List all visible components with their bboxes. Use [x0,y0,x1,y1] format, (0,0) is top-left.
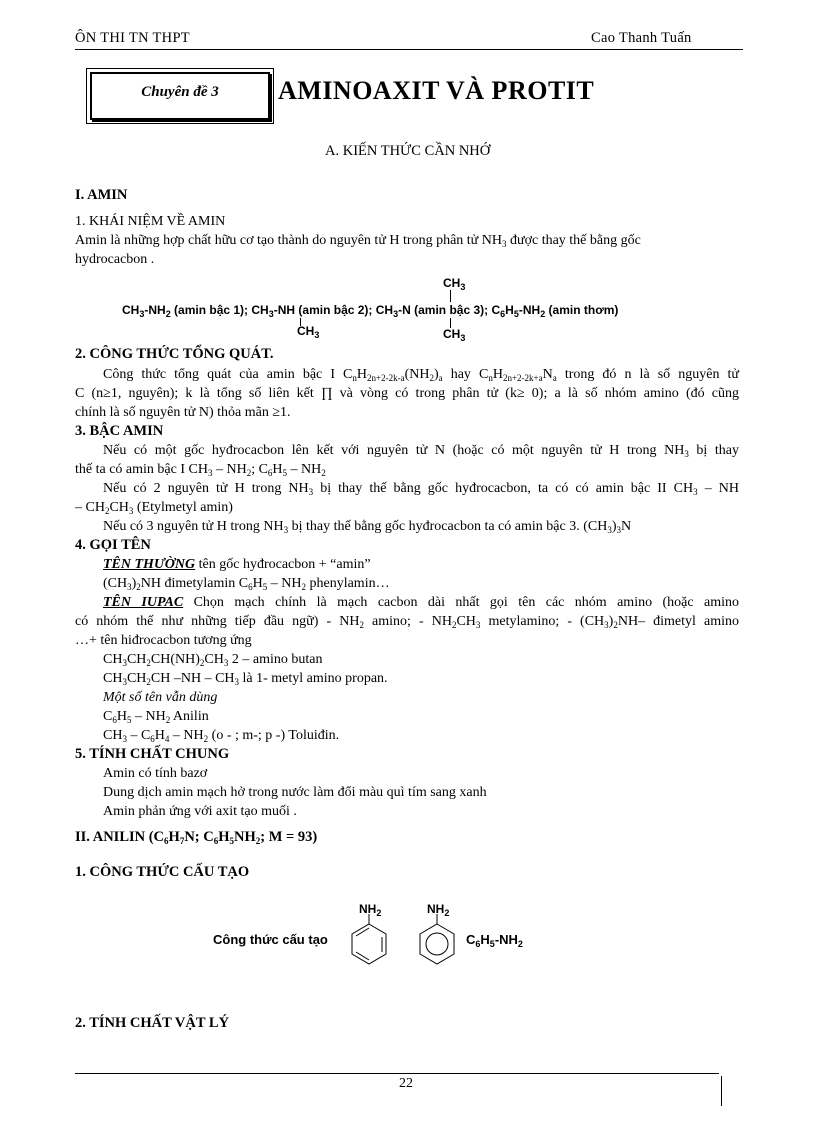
part2-s2-heading: 2. TÍNH CHẤT VẬT LÝ [75,1015,230,1031]
s3-line1: Nếu có một gốc hyđrocacbon lên kết với nguyên tử N (hoặc có một nguyên tử H trong $NH_3$ bị thay [103,443,739,459]
s3-line3: Nếu có 2 nguyên tử H trong $NH_3$ bị thay thế bằng gốc hyđrocacbon, ta có có amin bậc II $CH_3$ – NH [103,481,739,497]
s2-line3: chính là số nguyên tử N) thỏa mãn ≥1. [75,405,291,420]
ch3-under-label: $CH_3$ [297,324,320,340]
s4-line4: có nhóm thế như những tiếp đầu ngữ) - $NH_2$ amino; - $NH_2CH_3$ metylamino; - $(CH_3)_2NH-$ đimetyl amino [75,614,739,630]
s5-heading: 5. TÍNH CHẤT CHUNG [75,746,230,762]
benzene-ring-kekule [352,914,386,964]
s4-line6: $CH_3CH_2CH(NH)_2CH_3$ 2 – amino butan [103,652,323,668]
s5-line2: Dung dịch amin mạch hở trong nước làm đổi màu quì tím sang xanh [103,785,487,800]
s3-heading: 3. BẬC AMIN [75,423,164,439]
ch3-top-label: $CH_3$ [443,276,466,292]
s2-line1: Công thức tổng quát của amin bậc I $C_nH_{2n+2-2k-a}(NH_2)_a$ hay $C_nH_{2n+2-2k+a}N_a$ trong đó n là số nguyên tử [103,367,739,383]
ch3-bottom-label: $CH_3$ [443,327,466,343]
header-left: ÔN THI TN THPT [75,30,190,46]
s5-line3: Amin phản ứng với axit tạo muối . [103,804,297,819]
part1-heading: I. AMIN [75,187,128,203]
s5-line1: Amin có tính bazơ [103,766,208,781]
s4-heading: 4. GỌI TÊN [75,537,151,553]
s4-line7: $CH_3CH_2CH$ $-NH - CH_3$ là 1- metyl amino propan. [103,671,388,687]
s1-text-b: hydrocacbon . [75,252,155,267]
page-number: 22 [399,1076,413,1091]
benzene-rings [340,912,470,974]
part2-heading: II. ANILIN ($C_6H_7N$; $C_6H_5NH_2$; M = 93) [75,829,318,846]
bond-line [450,290,451,302]
topic-label: Chuyên đề 3 [141,84,219,100]
topic-box [86,68,274,124]
margin-mark [721,1076,722,1106]
footer-rule [75,1073,719,1074]
section-a-heading: A. KIẾN THỨC CẦN NHỚ [325,143,491,159]
s4-common-name: TÊN THƯỜNG tên gốc hyđrocacbon + “amin” [103,557,371,572]
s4-line9: $C_6H_5 - NH_2$ Anilin [103,709,209,725]
s4-line2: $(CH_3)_2NH$ đimetylamin $C_6H_5 - NH_2$ phenylamin… [103,576,390,592]
s2-line2: C (n≥1, nguyên); k là tổng số liên kết ∏ và vòng có trong phân tử (k≥ 0); a là số nhóm amino (đó cũng [75,386,739,401]
header-right: Cao Thanh Tuấn [591,30,692,46]
struct-label: Công thức cấu tạo [213,932,328,947]
s1-text-a: Amin là những hợp chất hữu cơ tạo thành do nguyên tử H trong phân tử $NH_3$ được thay thế bằng gốc [75,233,641,249]
struct-formula: $C_6H_5-NH_2$ [466,932,523,949]
s4-line10: $CH_3 - C_6H_4 - NH_2$ (o - ; m-; p -) Toluiđin. [103,728,340,744]
s2-heading: 2. CÔNG THỨC TỔNG QUÁT. [75,346,274,362]
part2-s1-heading: 1. CÔNG THỨC CẤU TẠO [75,864,250,880]
nh2-label-1: $NH_2$ [359,902,382,918]
page-title: AMINOAXIT VÀ PROTIT [278,76,595,105]
s4-line8: Một số tên vẫn dùng [103,690,218,705]
s3-line4: – $CH_2CH_3$ (Etylmetyl amin) [75,500,233,516]
s4-iupac-line: TÊN IUPAC Chọn mạch chính là mạch cacbon dài nhất gọi tên các nhóm amino (hoặc amino [103,595,739,610]
s4-line5: …+ tên hiđrocacbon tương ứng [75,633,252,648]
s3-line2: thế ta có amin bậc I $CH_3 - NH_2$; $C_6H_5 - NH_2$ [75,462,326,478]
s3-line5: Nếu có 3 nguyên tử H trong $NH_3$ bị thay thế bằng gốc hyđrocacbon ta có amin bậc 3. $(CH_3)_3N$ [103,519,632,535]
nh2-label-2: $NH_2$ [427,902,450,918]
amine-formula-row: $CH_3-NH_2$ (amin bậc 1); $CH_3-NH$ (amin bậc 2); $CH_3-N$ (amin bậc 3); $C_6H_5-NH_2$ (amin thơm) [122,303,619,319]
s1-heading: 1. KHÁI NIỆM VỀ AMIN [75,214,226,229]
header-rule [75,49,743,50]
benzene-ring-aromatic [420,914,454,964]
